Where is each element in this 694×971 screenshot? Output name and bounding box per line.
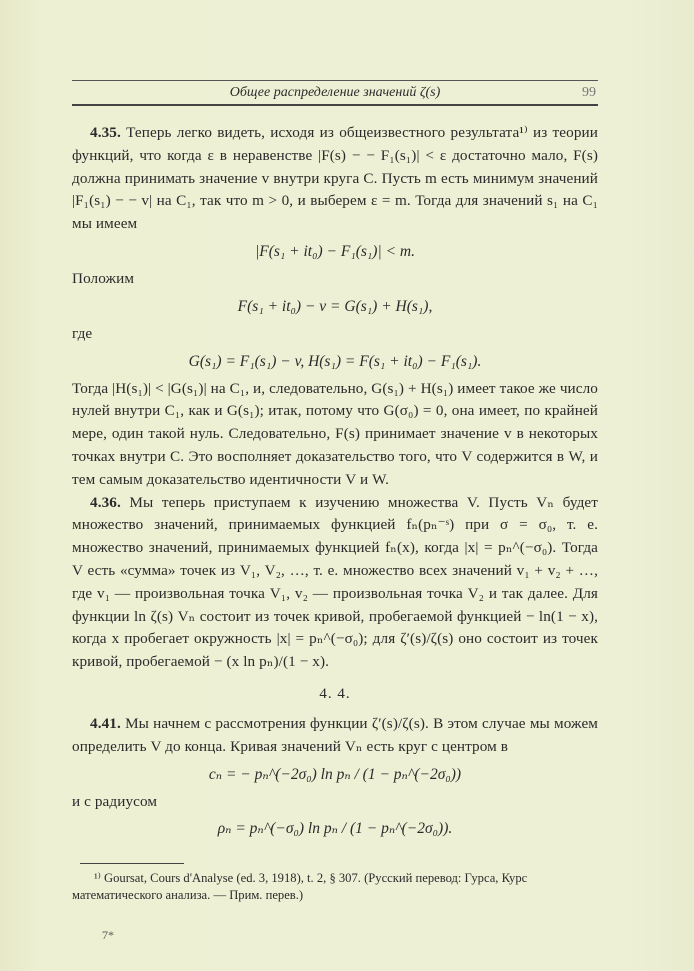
section-heading: 4. 4.	[319, 685, 351, 702]
paragraph-4-36	[72, 492, 598, 674]
section-number: 4.36.	[90, 493, 121, 511]
running-title: Общее распределение значений ζ(s)	[229, 85, 441, 100]
formula-radius: ρₙ = pₙ^(−σ₀) ln pₙ / (1 − pₙ^(−2σ₀)).	[217, 820, 453, 838]
section-number: 4.41.	[90, 714, 121, 732]
paragraph-text: Мы теперь приступаем к изучению множества V. Пусть Vₙ будет множество значений, принимаемых функцией fₙ(pₙ⁻ˢ) при σ = σ₀, т. е. множество значений, принимаемых функцией fₙ(x), когда |x| = pₙ^(−σ₀). Тогда V есть «сумма» точек из V₁, V₂, …, т. е. множество всех значений v₁ + v₂ + …, где v₁ — произвольная точка V₁, v₂ — произвольная точка V₂ и так далее. Для функции ln ζ(s) Vₙ состоит из точек кривой, пробегаемой функцией − ln(1 − x), когда x пробегает окружность |x| = pₙ^(−σ₀); для ζ′(s)/ζ(s) оно состоит из точек кривой, пробегаемой − (x ln pₙ)/(1 − x).	[72, 493, 598, 671]
text-polozhim: Положим	[72, 269, 135, 287]
book-page	[72, 80, 598, 943]
formula-center: cₙ = − pₙ^(−2σ₀) ln pₙ / (1 − pₙ^(−2σ₀))	[208, 765, 462, 783]
paragraph-4-41	[72, 713, 598, 759]
footnote-rule	[80, 863, 184, 864]
paragraph-4-35	[72, 122, 598, 236]
text-radius: и с радиусом	[72, 792, 158, 810]
formula-decomposition: F(s₁ + it₀) − v = G(s₁) + H(s₁),	[237, 297, 433, 315]
formula-inequality: |F(s₁ + it₀) − F₁(s₁)| < m.	[254, 242, 416, 260]
signature-mark: 7*	[102, 928, 114, 943]
footnote: ¹⁾ Goursat, Cours d'Analyse (ed. 3, 1918), t. 2, § 307. (Русский перевод: Гурса, Курс математического анализа. — Прим. перев.)	[72, 871, 528, 903]
formula-definitions: G(s₁) = F₁(s₁) − v, H(s₁) = F(s₁ + it₀) − F₁(s₁).	[188, 352, 482, 370]
text-gde: где	[72, 324, 93, 342]
paragraph-text: Теперь легко видеть, исходя из общеизвестного результата¹⁾ из теории функций, что когда ε в неравенстве |F(s) − − F₁(s₁)| < ε достаточно мало, F(s) должна принимать значение v внутри круга C. Пусть m есть минимум значений |F₁(s₁) − − v| на C₁, так что m > 0, и выберем ε = m. Тогда для значений s₁ на C₁ мы имеем	[72, 124, 598, 233]
page-number: 99	[582, 85, 596, 100]
running-header	[72, 81, 598, 104]
section-number: 4.35.	[90, 124, 121, 141]
paragraph-text: Мы начнем с рассмотрения функции ζ′(s)/ζ(s). В этом случае мы можем определить V до конца. Кривая значений Vₙ есть круг с центром в	[72, 714, 598, 755]
paragraph-4-35-cont: Тогда |H(s₁)| < |G(s₁)| на C₁, и, следовательно, G(s₁) + H(s₁) имеет такое же число нулей внутри C₁, как и G(s₁); итак, потому что G(σ₀) = 0, она имеет, по крайней мере, один такой нуль. Следовательно, F(s) принимает значение v в некоторых точках внутри C. Это восполняет доказательство того, что V содержится в W, и тем самым доказательство идентичности V и W.	[72, 379, 598, 488]
